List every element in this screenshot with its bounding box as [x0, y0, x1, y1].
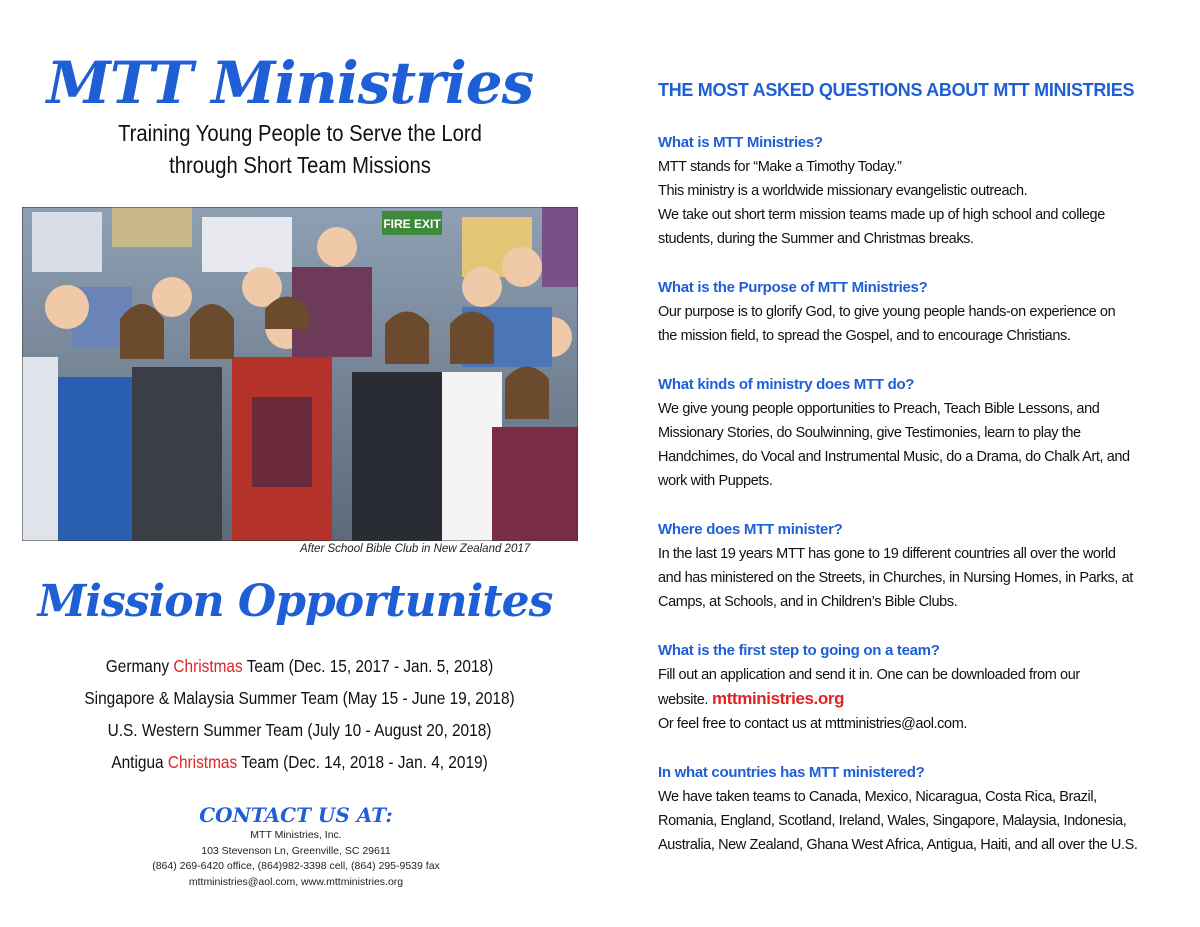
faq-item	[658, 373, 1178, 493]
website-label: website.	[658, 692, 708, 708]
trip-item: Antigua Christmas Team (Dec. 14, 2018 - Jan. 4, 2019)	[111, 752, 488, 772]
faq-question: What is the Purpose of MTT Ministries?	[658, 279, 928, 296]
faq-heading: THE MOST ASKED QUESTIONS ABOUT MTT MINISTRIES	[658, 80, 1135, 100]
faq-item	[658, 639, 1178, 736]
faq-answer: We have taken teams to Canada, Mexico, Nicaragua, Costa Rica, Brazil, Romania, England, Scotland, Ireland, Wales, Singapore, Malaysia, Indonesia, Australia, New Zealand, Ghana West Africa, Antigua, Haiti, and all over the U.S.	[658, 789, 1138, 853]
faq-item	[658, 131, 1178, 251]
faq-question: What is MTT Ministries?	[658, 134, 823, 151]
faq-answer: In the last 19 years MTT has gone to 19 different countries all over the world and has ministered on the Streets, in Churches, in Nursing Homes, in Parks, at Camps, at Schools, and in Children’s Bible Clubs.	[658, 546, 1133, 610]
trip-item: U.S. Western Summer Team (July 10 - August 20, 2018)	[107, 720, 492, 740]
trip-item: Singapore & Malaysia Summer Team (May 15 - June 19, 2018)	[84, 688, 515, 708]
faq-answer: Fill out an application and send it in. One can be downloaded from our website. mttministries.org Or feel free to contact us at mttministries@aol.com.	[658, 667, 1080, 732]
photo-caption: After School Bible Club in New Zealand 2017	[300, 543, 531, 555]
faq-list	[658, 131, 1178, 882]
tagline-line-2: through Short Team Missions	[169, 152, 431, 178]
faq-question: What is the first step to going on a team?	[658, 642, 940, 659]
contact-org: MTT Ministries, Inc.	[250, 829, 342, 841]
faq-answer: Our purpose is to glorify God, to give young people hands-on experience on the mission field, to spread the Gospel, and to encourage Christians.	[658, 304, 1116, 344]
flyer-right-panel	[658, 0, 1178, 927]
faq-item	[658, 276, 1178, 348]
faq-question: What kinds of ministry does MTT do?	[658, 376, 915, 393]
contact-title: CONTACT US AT:	[199, 803, 393, 827]
faq-question: Where does MTT minister?	[658, 521, 843, 538]
website-link[interactable]: mttministries.org	[712, 689, 845, 708]
contact-email-web[interactable]: mttministries@aol.com, www.mttministries.org	[188, 875, 404, 888]
contact-block	[0, 828, 592, 890]
faq-answer: We give young people opportunities to Preach, Teach Bible Lessons, and Missionary Stories, do Soulwinning, give Testimonies, learn to play the Handchimes, do Vocal and Instrumental Music, do a Drama, do Chalk Art, and work with Puppets.	[658, 401, 1130, 489]
brand-title: MTT Ministries	[46, 49, 534, 117]
trip-highlight: Christmas	[167, 752, 238, 772]
group-photo	[22, 207, 578, 541]
tagline	[36, 117, 564, 181]
contact-address: 103 Stevenson Ln, Greenville, SC 29611	[201, 844, 391, 857]
trip-item: Germany Christmas Team (Dec. 15, 2017 - Jan. 5, 2018)	[105, 656, 494, 676]
mission-opportunities-title: Mission Opportunites	[37, 576, 553, 627]
tagline-line-1: Training Young People to Serve the Lord	[118, 120, 482, 146]
faq-question: In what countries has MTT ministered?	[658, 764, 925, 781]
trip-list	[0, 650, 600, 778]
faq-answer: MTT stands for “Make a Timothy Today.” This ministry is a worldwide missionary evangelistic outreach. We take out short term mission teams made up of high school and college students, during the Summer and Christmas breaks.	[658, 159, 1105, 247]
trip-highlight: Christmas	[173, 656, 243, 676]
contact-phones: (864) 269-6420 office, (864)982-3398 cell, (864) 295-9539 fax	[152, 860, 440, 872]
faq-item	[658, 761, 1178, 857]
faq-item	[658, 518, 1178, 614]
fire-exit-sign: FIRE EXIT	[383, 217, 441, 231]
